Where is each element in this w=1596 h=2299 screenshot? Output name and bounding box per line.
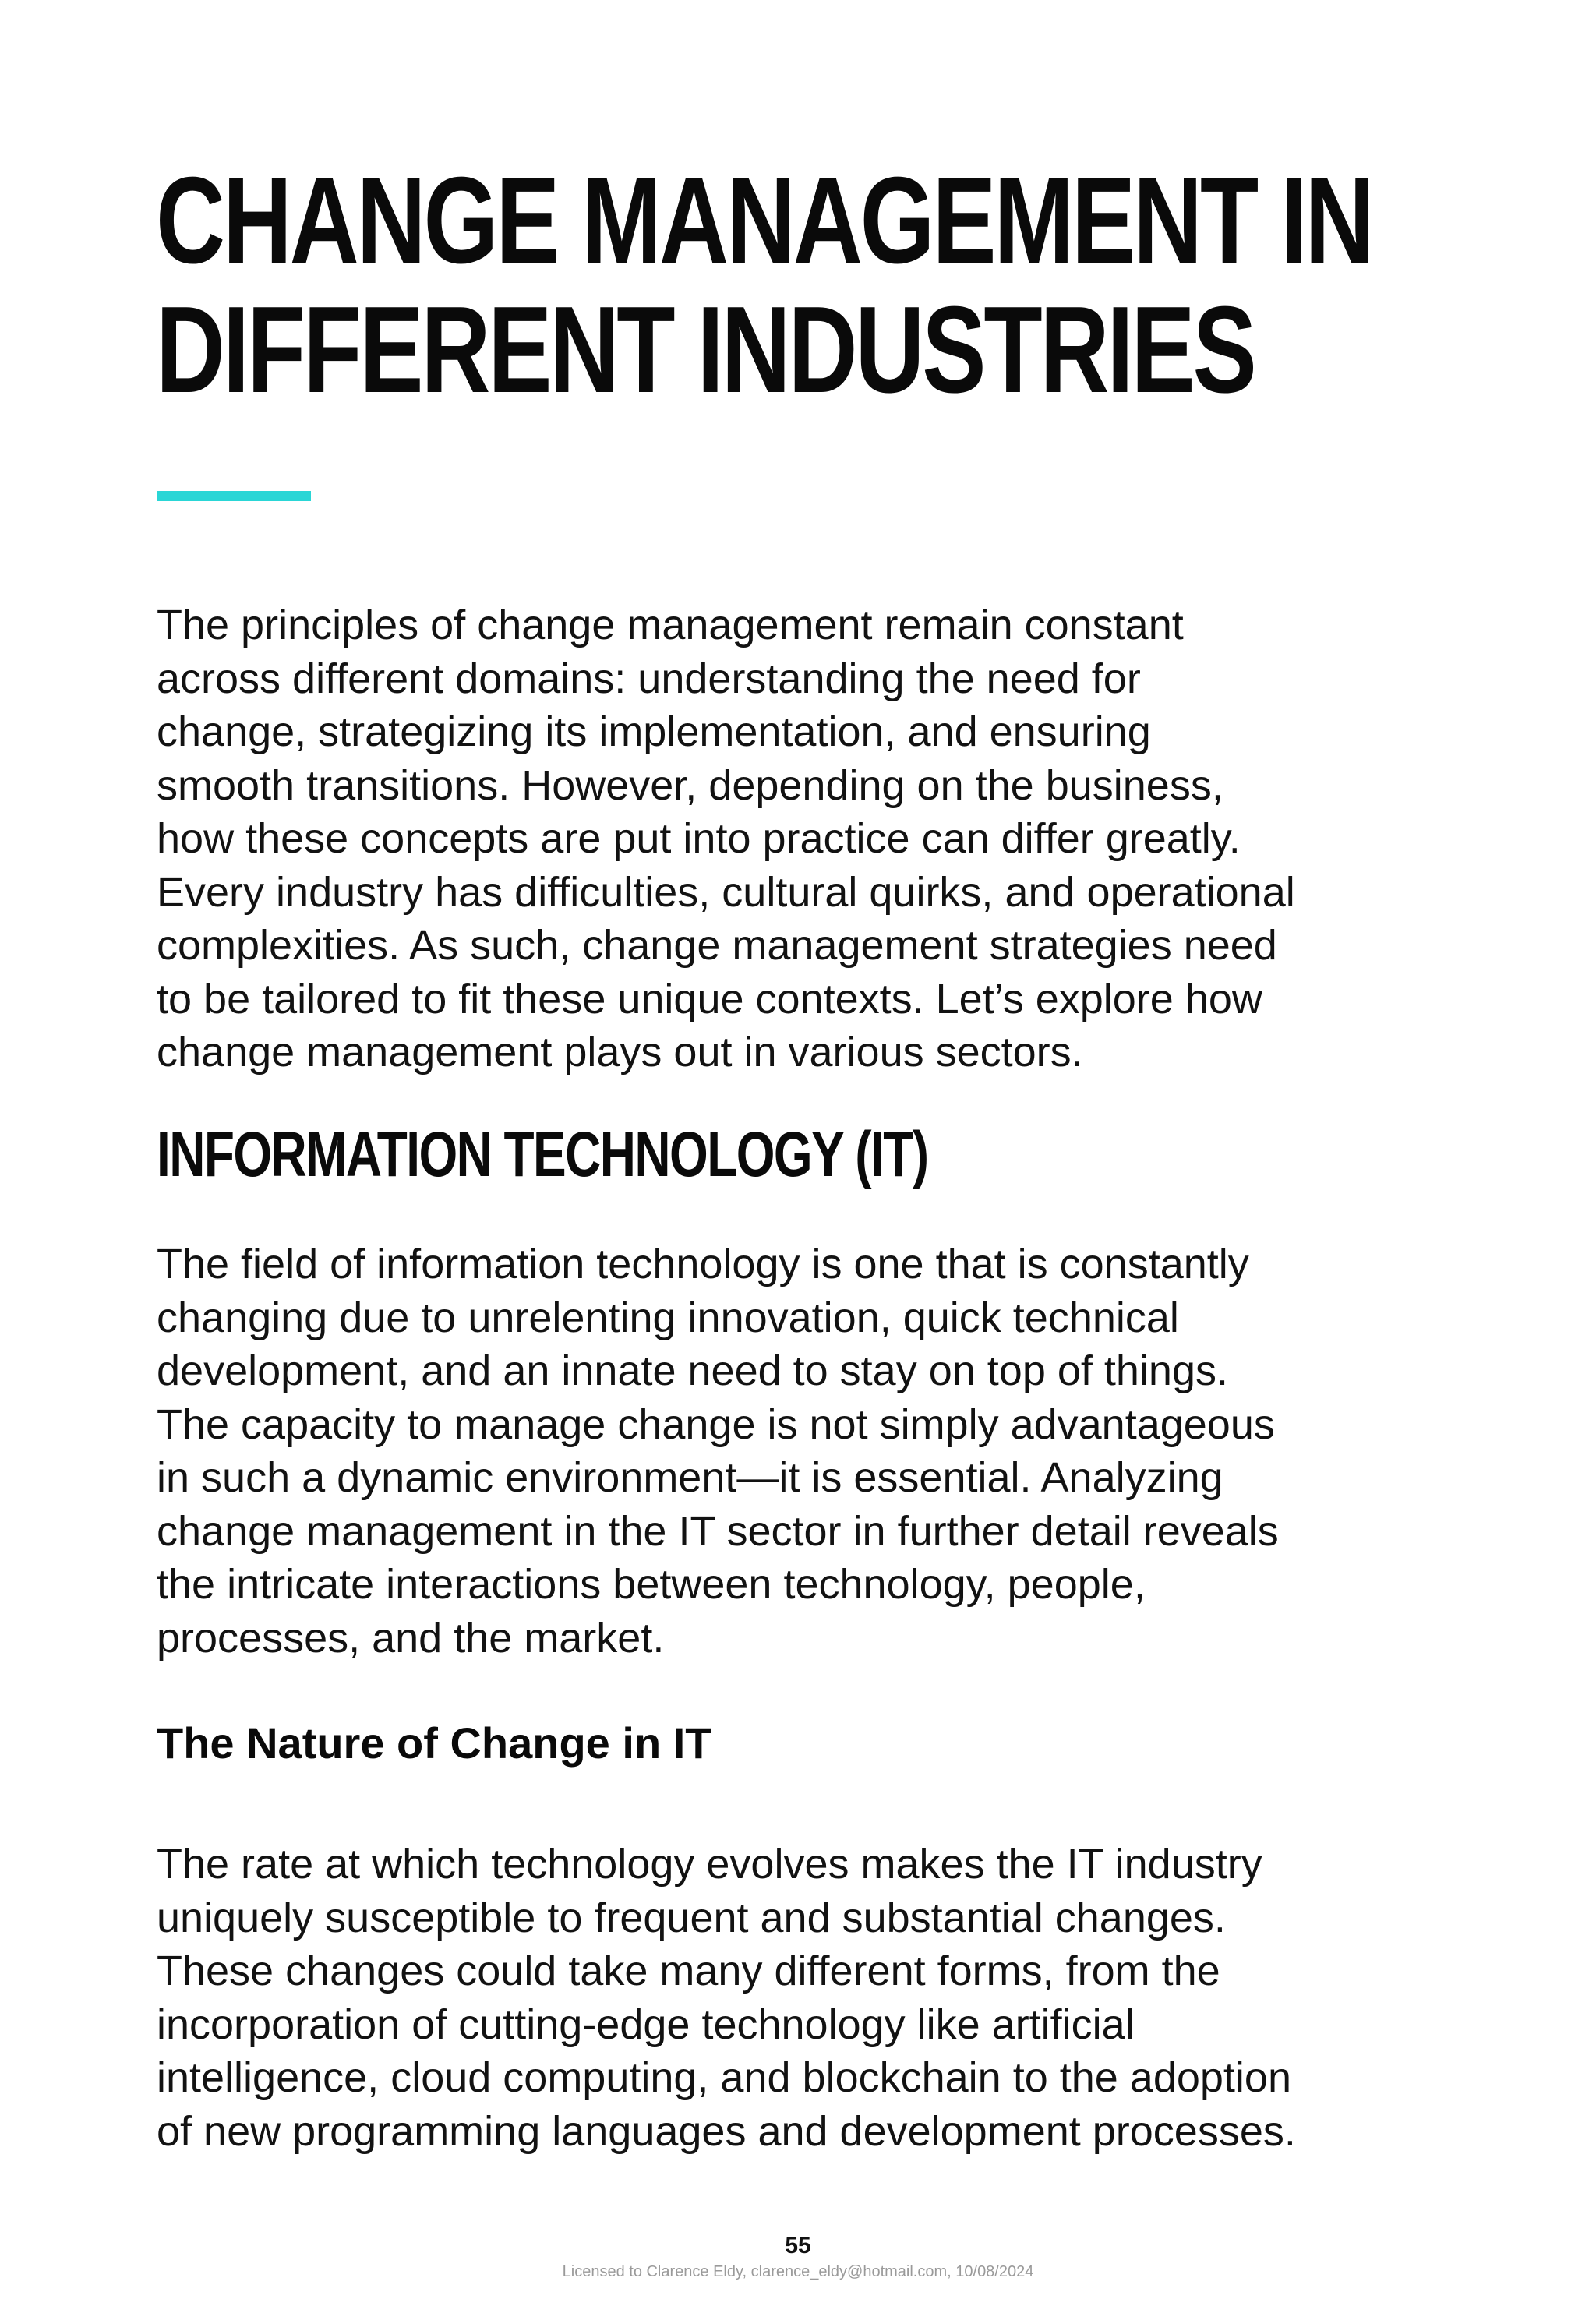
page-title-line: CHANGE MANAGEMENT IN [156, 152, 1372, 289]
text-line: to be tailored to fit these unique contexts. Let’s explore how [157, 975, 1262, 1022]
page-number: 55 [785, 2233, 811, 2258]
section-paragraph [157, 1238, 1466, 1665]
text-line: in such a dynamic environment—it is essential. Analyzing [157, 1454, 1223, 1501]
text-line: intelligence, cloud computing, and blockchain to the adoption [157, 2054, 1291, 2101]
text-line: the intricate interactions between technology, people, [157, 1561, 1146, 1608]
text-line: The capacity to manage change is not simply advantageous [157, 1400, 1275, 1448]
section-heading: INFORMATION TECHNOLOGY (IT) [157, 1119, 928, 1190]
text-line: change management in the IT sector in further detail reveals [157, 1507, 1279, 1555]
text-line: incorporation of cutting-edge technology like artificial [157, 2001, 1135, 2048]
text-line: complexities. As such, change management strategies need [157, 922, 1277, 969]
page-title [156, 152, 1372, 418]
text-line: processes, and the market. [157, 1614, 665, 1662]
page-title-line: DIFFERENT INDUSTRIES [156, 281, 1255, 418]
text-line: uniquely susceptible to frequent and substantial changes. [157, 1894, 1226, 1941]
text-line: These changes could take many different forms, from the [157, 1948, 1220, 1994]
text-line: change, strategizing its implementation, and ensuring [157, 708, 1151, 755]
text-line: change management plays out in various sectors. [157, 1029, 1083, 1075]
text-line: development, and an innate need to stay on top of things. [157, 1347, 1228, 1394]
accent-divider [157, 491, 311, 501]
subsection-paragraph [157, 1838, 1466, 2158]
text-line: The principles of change management remain constant [157, 602, 1184, 648]
license-notice: Licensed to Clarence Eldy, clarence_eldy@hotmail.com, 10/08/2024 [562, 2263, 1034, 2280]
intro-paragraph [157, 599, 1466, 1079]
text-line: across different domains: understanding the need for [157, 655, 1141, 702]
text-line: smooth transitions. However, depending on the business, [157, 761, 1223, 809]
text-line: The field of information technology is one that is constantly [157, 1241, 1249, 1287]
subsection-heading: The Nature of Change in IT [157, 1718, 712, 1768]
text-line: of new programming languages and development processes. [157, 2107, 1296, 2155]
text-line: Every industry has difficulties, cultural quirks, and operational [157, 868, 1295, 916]
text-line: The rate at which technology evolves makes the IT industry [157, 1841, 1262, 1888]
text-line: how these concepts are put into practice can differ greatly. [157, 815, 1241, 862]
text-line: changing due to unrelenting innovation, quick technical [157, 1294, 1179, 1341]
